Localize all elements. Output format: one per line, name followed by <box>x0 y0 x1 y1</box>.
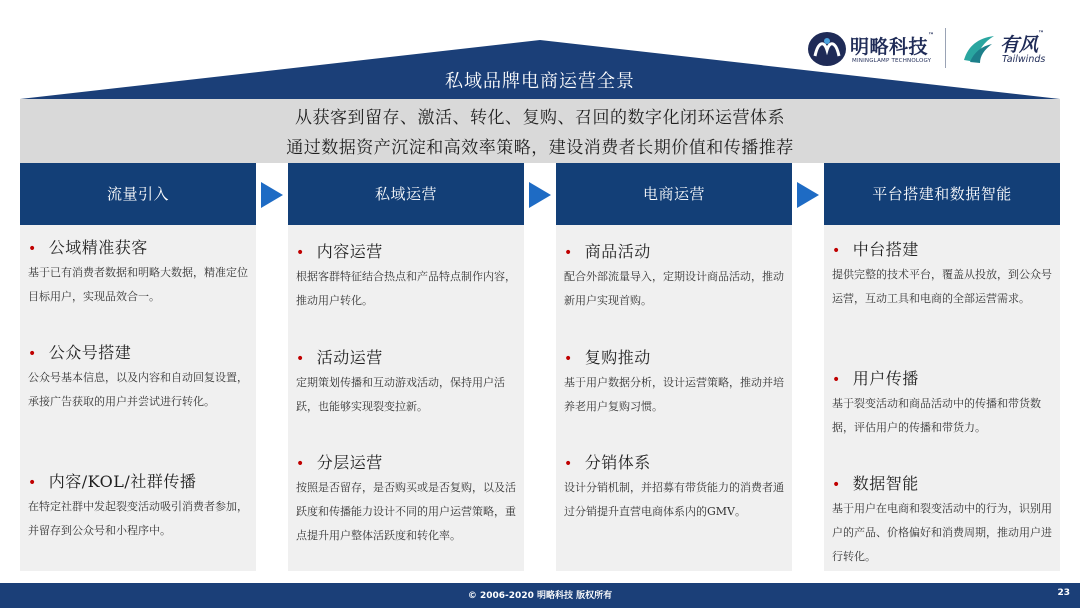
item-title: • 分层运营 <box>296 453 383 472</box>
item-title: • 中台搭建 <box>832 240 919 259</box>
minglue-logo-subtitle: MININGLAMP TECHNOLOGY <box>852 58 932 64</box>
column-platform-data-intelligence <box>824 163 1060 571</box>
bullet-icon: • <box>832 372 841 388</box>
column-ecommerce-ops <box>556 163 792 571</box>
item-title: • 活动运营 <box>296 348 383 367</box>
item-description: 配合外部流量导入，定期设计商品活动，推动新用户实现首购。 <box>564 270 784 307</box>
flow-arrow-icon <box>261 182 283 208</box>
column-header: 平台搭建和数据智能 <box>824 163 1060 225</box>
bullet-icon: • <box>564 456 573 472</box>
item-title: • 分销体系 <box>564 453 651 472</box>
bullet-icon: • <box>564 351 573 367</box>
tailwinds-logo-name: 有风™ <box>1000 30 1045 56</box>
copyright-text: © 2006-2020 明略科技 版权所有 <box>467 591 613 601</box>
bullet-icon: • <box>28 241 37 257</box>
item-description: 基于用户数据分析，设计运营策略，推动并培养老用户复购习惯。 <box>564 376 784 413</box>
bullet-icon: • <box>564 245 573 261</box>
column-private-domain-ops <box>288 163 524 571</box>
page-number: 23 <box>1057 588 1070 598</box>
bullet-icon: • <box>832 243 841 259</box>
tailwinds-logo-mark <box>960 32 996 64</box>
column-header: 私域运营 <box>288 163 524 225</box>
item-description: 在特定社群中发起裂变活动吸引消费者参加，并留存到公众号和小程序中。 <box>28 500 248 537</box>
logo-divider <box>945 28 946 68</box>
tailwinds-logo-subtitle: Tailwinds <box>1002 54 1046 65</box>
minglue-logo-mark <box>806 30 848 68</box>
item-description: 设计分销机制，并招募有带货能力的消费者通过分销提升直营电商体系内的GMV。 <box>564 481 784 518</box>
item-title: • 公域精准获客 <box>28 238 148 257</box>
item-title: • 复购推动 <box>564 348 651 367</box>
item-title: • 用户传播 <box>832 369 919 388</box>
item-description: 定期策划传播和互动游戏活动，保持用户活跃，也能够实现裂变拉新。 <box>296 376 505 413</box>
bullet-icon: • <box>296 456 305 472</box>
mission-line-2: 通过数据资产沉淀和高效率策略，建设消费者长期价值和传播推荐 <box>286 138 794 158</box>
page-title: 私域品牌电商运营全景 <box>445 71 635 92</box>
footer-bar <box>0 583 1080 608</box>
flow-arrow-icon <box>797 182 819 208</box>
item-description: 基于用户在电商和裂变活动中的行为，识别用户的产品、价格偏好和消费周期，推动用户进行转化。 <box>832 502 1052 563</box>
mission-line-1: 从获客到留存、激活、转化、复购、召回的数字化闭环运营体系 <box>295 108 785 128</box>
item-description: 提供完整的技术平台，覆盖从投放，到公众号运营，互动工具和电商的全部运营需求。 <box>832 268 1052 305</box>
minglue-logo-name: 明略科技™ <box>850 32 935 58</box>
item-description: 基于裂变活动和商品活动中的传播和带货数据，评估用户的传播和带货力。 <box>832 397 1041 434</box>
item-description: 根据客群特征结合热点和产品特点制作内容，推动用户转化。 <box>296 270 516 307</box>
minglue-logo <box>806 30 936 68</box>
column-header: 流量引入 <box>20 163 256 225</box>
item-description: 基于已有消费者数据和明略大数据，精准定位目标用户，实现品效合一。 <box>28 266 248 303</box>
item-title: • 内容运营 <box>296 242 383 261</box>
item-title: • 内容/KOL/社群传播 <box>28 472 197 491</box>
item-title: • 数据智能 <box>832 474 919 493</box>
bullet-icon: • <box>296 351 305 367</box>
item-title: • 公众号搭建 <box>28 343 132 362</box>
item-description: 公众号基本信息，以及内容和自动回复设置，承接广告获取的用户并尝试进行转化。 <box>28 371 248 408</box>
column-header: 电商运营 <box>556 163 792 225</box>
mission-band <box>20 99 1060 163</box>
item-title: • 商品活动 <box>564 242 651 261</box>
bullet-icon: • <box>28 475 37 491</box>
tailwinds-logo <box>960 30 1070 70</box>
bullet-icon: • <box>28 346 37 362</box>
bullet-icon: • <box>296 245 305 261</box>
item-description: 按照是否留存，是否购买或是否复购，以及活跃度和传播能力设计不同的用户运营策略，重点提升用户整体活跃度和转化率。 <box>296 481 516 542</box>
flow-arrow-icon <box>529 182 551 208</box>
bullet-icon: • <box>832 477 841 493</box>
column-traffic-acquisition <box>20 163 256 571</box>
